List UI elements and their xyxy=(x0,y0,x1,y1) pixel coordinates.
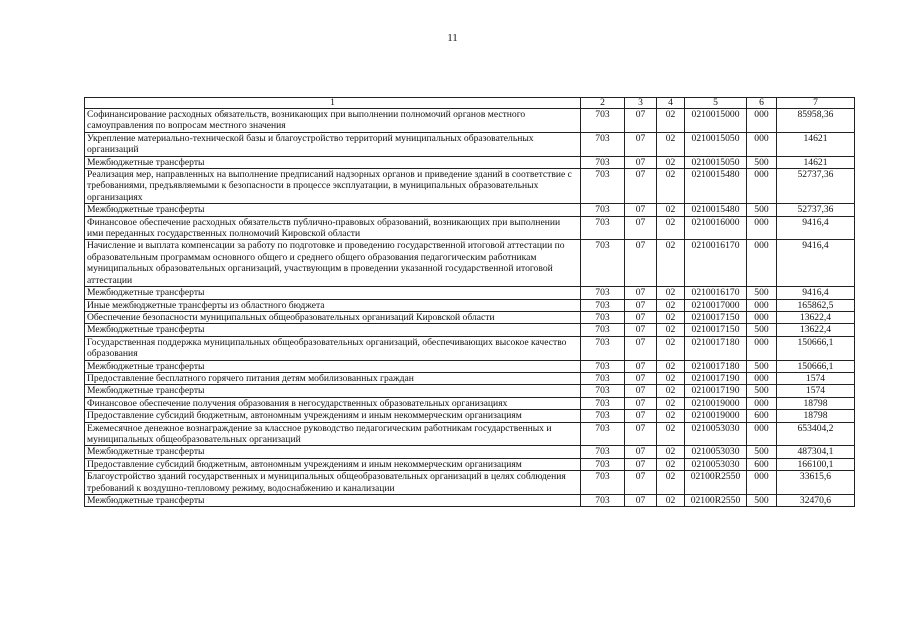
section-code-cell: 07 xyxy=(625,109,657,133)
column-number-6: 6 xyxy=(747,98,777,109)
target-article-cell: 0210015480 xyxy=(685,204,747,216)
column-number-4: 4 xyxy=(657,98,685,109)
expense-type-cell: 000 xyxy=(747,299,777,311)
department-code-cell: 703 xyxy=(581,336,625,360)
target-article-cell: 02100R2550 xyxy=(685,471,747,495)
subsection-code-cell: 02 xyxy=(657,422,685,446)
page-number: 11 xyxy=(447,32,458,44)
amount-cell: 166100,1 xyxy=(777,458,855,470)
target-article-cell: 0210053030 xyxy=(685,446,747,458)
expense-type-cell: 500 xyxy=(747,156,777,168)
expense-name-cell: Реализация мер, направленных на выполнение предписаний надзорных органов и приведение зданий в соответствие с требованиями, предъявляемыми к безопасности в процессе эксплуатации, в муниципальных образовательных организациях xyxy=(85,169,581,204)
amount-cell: 14621 xyxy=(777,132,855,156)
expense-name-cell: Предоставление бесплатного горячего питания детям мобилизованных граждан xyxy=(85,372,581,384)
target-article-cell: 0210016000 xyxy=(685,216,747,240)
target-article-cell: 0210017190 xyxy=(685,385,747,397)
section-code-cell: 07 xyxy=(625,311,657,323)
table-row xyxy=(85,471,855,495)
section-code-cell: 07 xyxy=(625,372,657,384)
table-row xyxy=(85,204,855,216)
expense-type-cell: 500 xyxy=(747,287,777,299)
expense-type-cell: 600 xyxy=(747,458,777,470)
target-article-cell: 0210017000 xyxy=(685,299,747,311)
department-code-cell: 703 xyxy=(581,109,625,133)
expense-name-cell: Межбюджетные трансферты xyxy=(85,324,581,336)
amount-cell: 1574 xyxy=(777,372,855,384)
subsection-code-cell: 02 xyxy=(657,410,685,422)
target-article-cell: 0210015050 xyxy=(685,132,747,156)
amount-cell: 13622,4 xyxy=(777,311,855,323)
department-code-cell: 703 xyxy=(581,156,625,168)
subsection-code-cell: 02 xyxy=(657,216,685,240)
expense-type-cell: 500 xyxy=(747,204,777,216)
amount-cell: 18798 xyxy=(777,397,855,409)
expense-name-cell: Государственная поддержка муниципальных общеобразовательных организаций, обеспечивающих высокое качество образования xyxy=(85,336,581,360)
amount-cell: 52737,36 xyxy=(777,169,855,204)
target-article-cell: 0210019000 xyxy=(685,397,747,409)
table-row xyxy=(85,324,855,336)
target-article-cell: 02100R2550 xyxy=(685,495,747,507)
expense-type-cell: 000 xyxy=(747,240,777,287)
expense-type-cell: 000 xyxy=(747,132,777,156)
table-row xyxy=(85,132,855,156)
subsection-code-cell: 02 xyxy=(657,109,685,133)
expense-name-cell: Межбюджетные трансферты xyxy=(85,446,581,458)
table-row xyxy=(85,385,855,397)
subsection-code-cell: 02 xyxy=(657,336,685,360)
column-number-row xyxy=(85,98,855,109)
table-row xyxy=(85,372,855,384)
expense-name-cell: Межбюджетные трансферты xyxy=(85,385,581,397)
section-code-cell: 07 xyxy=(625,336,657,360)
section-code-cell: 07 xyxy=(625,458,657,470)
subsection-code-cell: 02 xyxy=(657,240,685,287)
table-row xyxy=(85,336,855,360)
target-article-cell: 0210016170 xyxy=(685,240,747,287)
section-code-cell: 07 xyxy=(625,385,657,397)
target-article-cell: 0210017180 xyxy=(685,336,747,360)
amount-cell: 150666,1 xyxy=(777,360,855,372)
expense-name-cell: Межбюджетные трансферты xyxy=(85,156,581,168)
expense-type-cell: 000 xyxy=(747,422,777,446)
target-article-cell: 0210015480 xyxy=(685,169,747,204)
department-code-cell: 703 xyxy=(581,299,625,311)
subsection-code-cell: 02 xyxy=(657,299,685,311)
expense-name-cell: Межбюджетные трансферты xyxy=(85,204,581,216)
target-article-cell: 0210053030 xyxy=(685,458,747,470)
amount-cell: 1574 xyxy=(777,385,855,397)
expense-type-cell: 000 xyxy=(747,216,777,240)
section-code-cell: 07 xyxy=(625,446,657,458)
table-row xyxy=(85,410,855,422)
expense-name-cell: Предоставление субсидий бюджетным, автономным учреждениям и иным некоммерческим организациям xyxy=(85,410,581,422)
section-code-cell: 07 xyxy=(625,360,657,372)
subsection-code-cell: 02 xyxy=(657,446,685,458)
department-code-cell: 703 xyxy=(581,385,625,397)
expense-type-cell: 000 xyxy=(747,169,777,204)
amount-cell: 14621 xyxy=(777,156,855,168)
subsection-code-cell: 02 xyxy=(657,324,685,336)
table-body xyxy=(85,109,855,507)
expense-type-cell: 000 xyxy=(747,311,777,323)
column-number-1: 1 xyxy=(85,98,581,109)
subsection-code-cell: 02 xyxy=(657,169,685,204)
column-number-2: 2 xyxy=(581,98,625,109)
expense-name-cell: Иные межбюджетные трансферты из областного бюджета xyxy=(85,299,581,311)
subsection-code-cell: 02 xyxy=(657,360,685,372)
expense-name-cell: Финансовое обеспечение получения образования в негосударственных образовательных организациях xyxy=(85,397,581,409)
department-code-cell: 703 xyxy=(581,422,625,446)
expense-type-cell: 500 xyxy=(747,495,777,507)
table-row xyxy=(85,156,855,168)
department-code-cell: 703 xyxy=(581,495,625,507)
amount-cell: 150666,1 xyxy=(777,336,855,360)
expense-type-cell: 000 xyxy=(747,397,777,409)
section-code-cell: 07 xyxy=(625,216,657,240)
amount-cell: 18798 xyxy=(777,410,855,422)
expense-type-cell: 500 xyxy=(747,360,777,372)
subsection-code-cell: 02 xyxy=(657,458,685,470)
column-number-7: 7 xyxy=(777,98,855,109)
target-article-cell: 0210016170 xyxy=(685,287,747,299)
table-row xyxy=(85,397,855,409)
budget-table xyxy=(84,97,855,507)
department-code-cell: 703 xyxy=(581,446,625,458)
target-article-cell: 0210017150 xyxy=(685,324,747,336)
table-row xyxy=(85,287,855,299)
section-code-cell: 07 xyxy=(625,156,657,168)
expense-type-cell: 600 xyxy=(747,410,777,422)
subsection-code-cell: 02 xyxy=(657,397,685,409)
expense-type-cell: 000 xyxy=(747,109,777,133)
expense-name-cell: Начисление и выплата компенсации за работу по подготовке и проведению государственной итоговой аттестации по образовательным программам основного общего и среднего общего образования педагогическим работникам муниципальных образовательных организаций, участвующим в проведении указанной государственной итоговой аттестации xyxy=(85,240,581,287)
subsection-code-cell: 02 xyxy=(657,204,685,216)
section-code-cell: 07 xyxy=(625,495,657,507)
expense-name-cell: Софинансирование расходных обязательств, возникающих при выполнении полномочий органов местного самоуправления по вопросам местного значения xyxy=(85,109,581,133)
expense-name-cell: Укрепление материально-технической базы и благоустройство территорий муниципальных образовательных организаций xyxy=(85,132,581,156)
table-row xyxy=(85,446,855,458)
section-code-cell: 07 xyxy=(625,422,657,446)
department-code-cell: 703 xyxy=(581,324,625,336)
table-row xyxy=(85,299,855,311)
section-code-cell: 07 xyxy=(625,471,657,495)
amount-cell: 52737,36 xyxy=(777,204,855,216)
amount-cell: 487304,1 xyxy=(777,446,855,458)
amount-cell: 32470,6 xyxy=(777,495,855,507)
section-code-cell: 07 xyxy=(625,410,657,422)
department-code-cell: 703 xyxy=(581,410,625,422)
department-code-cell: 703 xyxy=(581,132,625,156)
amount-cell: 9416,4 xyxy=(777,287,855,299)
subsection-code-cell: 02 xyxy=(657,471,685,495)
target-article-cell: 0210015050 xyxy=(685,156,747,168)
department-code-cell: 703 xyxy=(581,372,625,384)
column-number-3: 3 xyxy=(625,98,657,109)
department-code-cell: 703 xyxy=(581,311,625,323)
subsection-code-cell: 02 xyxy=(657,495,685,507)
subsection-code-cell: 02 xyxy=(657,132,685,156)
table-row xyxy=(85,109,855,133)
department-code-cell: 703 xyxy=(581,204,625,216)
subsection-code-cell: 02 xyxy=(657,287,685,299)
table-row xyxy=(85,311,855,323)
target-article-cell: 0210015000 xyxy=(685,109,747,133)
expense-name-cell: Благоустройство зданий государственных и муниципальных общеобразовательных организаций в целях соблюдения требований к воздушно-тепловому режиму, водоснабжению и канализации xyxy=(85,471,581,495)
expense-type-cell: 000 xyxy=(747,471,777,495)
department-code-cell: 703 xyxy=(581,169,625,204)
table-row xyxy=(85,495,855,507)
amount-cell: 9416,4 xyxy=(777,216,855,240)
expense-type-cell: 500 xyxy=(747,446,777,458)
section-code-cell: 07 xyxy=(625,204,657,216)
target-article-cell: 0210053030 xyxy=(685,422,747,446)
subsection-code-cell: 02 xyxy=(657,372,685,384)
expense-name-cell: Межбюджетные трансферты xyxy=(85,495,581,507)
expense-name-cell: Межбюджетные трансферты xyxy=(85,360,581,372)
department-code-cell: 703 xyxy=(581,287,625,299)
column-number-5: 5 xyxy=(685,98,747,109)
department-code-cell: 703 xyxy=(581,240,625,287)
department-code-cell: 703 xyxy=(581,397,625,409)
target-article-cell: 0210019000 xyxy=(685,410,747,422)
amount-cell: 33615,6 xyxy=(777,471,855,495)
department-code-cell: 703 xyxy=(581,360,625,372)
expense-type-cell: 000 xyxy=(747,372,777,384)
expense-name-cell: Ежемесячное денежное вознаграждение за классное руководство педагогическим работникам государственных и муниципальных общеобразовательных организаций xyxy=(85,422,581,446)
section-code-cell: 07 xyxy=(625,287,657,299)
table-row xyxy=(85,169,855,204)
target-article-cell: 0210017180 xyxy=(685,360,747,372)
department-code-cell: 703 xyxy=(581,216,625,240)
amount-cell: 85958,36 xyxy=(777,109,855,133)
section-code-cell: 07 xyxy=(625,324,657,336)
subsection-code-cell: 02 xyxy=(657,385,685,397)
expense-name-cell: Обеспечение безопасности муниципальных общеобразовательных организаций Кировской области xyxy=(85,311,581,323)
amount-cell: 165862,5 xyxy=(777,299,855,311)
expense-name-cell: Предоставление субсидий бюджетным, автономным учреждениям и иным некоммерческим организациям xyxy=(85,458,581,470)
expense-name-cell: Межбюджетные трансферты xyxy=(85,287,581,299)
section-code-cell: 07 xyxy=(625,132,657,156)
section-code-cell: 07 xyxy=(625,299,657,311)
section-code-cell: 07 xyxy=(625,240,657,287)
subsection-code-cell: 02 xyxy=(657,311,685,323)
table-row xyxy=(85,458,855,470)
amount-cell: 13622,4 xyxy=(777,324,855,336)
table-row xyxy=(85,216,855,240)
department-code-cell: 703 xyxy=(581,458,625,470)
target-article-cell: 0210017150 xyxy=(685,311,747,323)
amount-cell: 9416,4 xyxy=(777,240,855,287)
section-code-cell: 07 xyxy=(625,397,657,409)
expense-type-cell: 500 xyxy=(747,324,777,336)
section-code-cell: 07 xyxy=(625,169,657,204)
expense-type-cell: 000 xyxy=(747,336,777,360)
target-article-cell: 0210017190 xyxy=(685,372,747,384)
amount-cell: 653404,2 xyxy=(777,422,855,446)
expense-name-cell: Финансовое обеспечение расходных обязательств публично-правовых образований, возникающих при выполнении ими переданных государственных полномочий Кировской области xyxy=(85,216,581,240)
table-row xyxy=(85,360,855,372)
subsection-code-cell: 02 xyxy=(657,156,685,168)
table-row xyxy=(85,240,855,287)
department-code-cell: 703 xyxy=(581,471,625,495)
expense-type-cell: 500 xyxy=(747,385,777,397)
table-row xyxy=(85,422,855,446)
